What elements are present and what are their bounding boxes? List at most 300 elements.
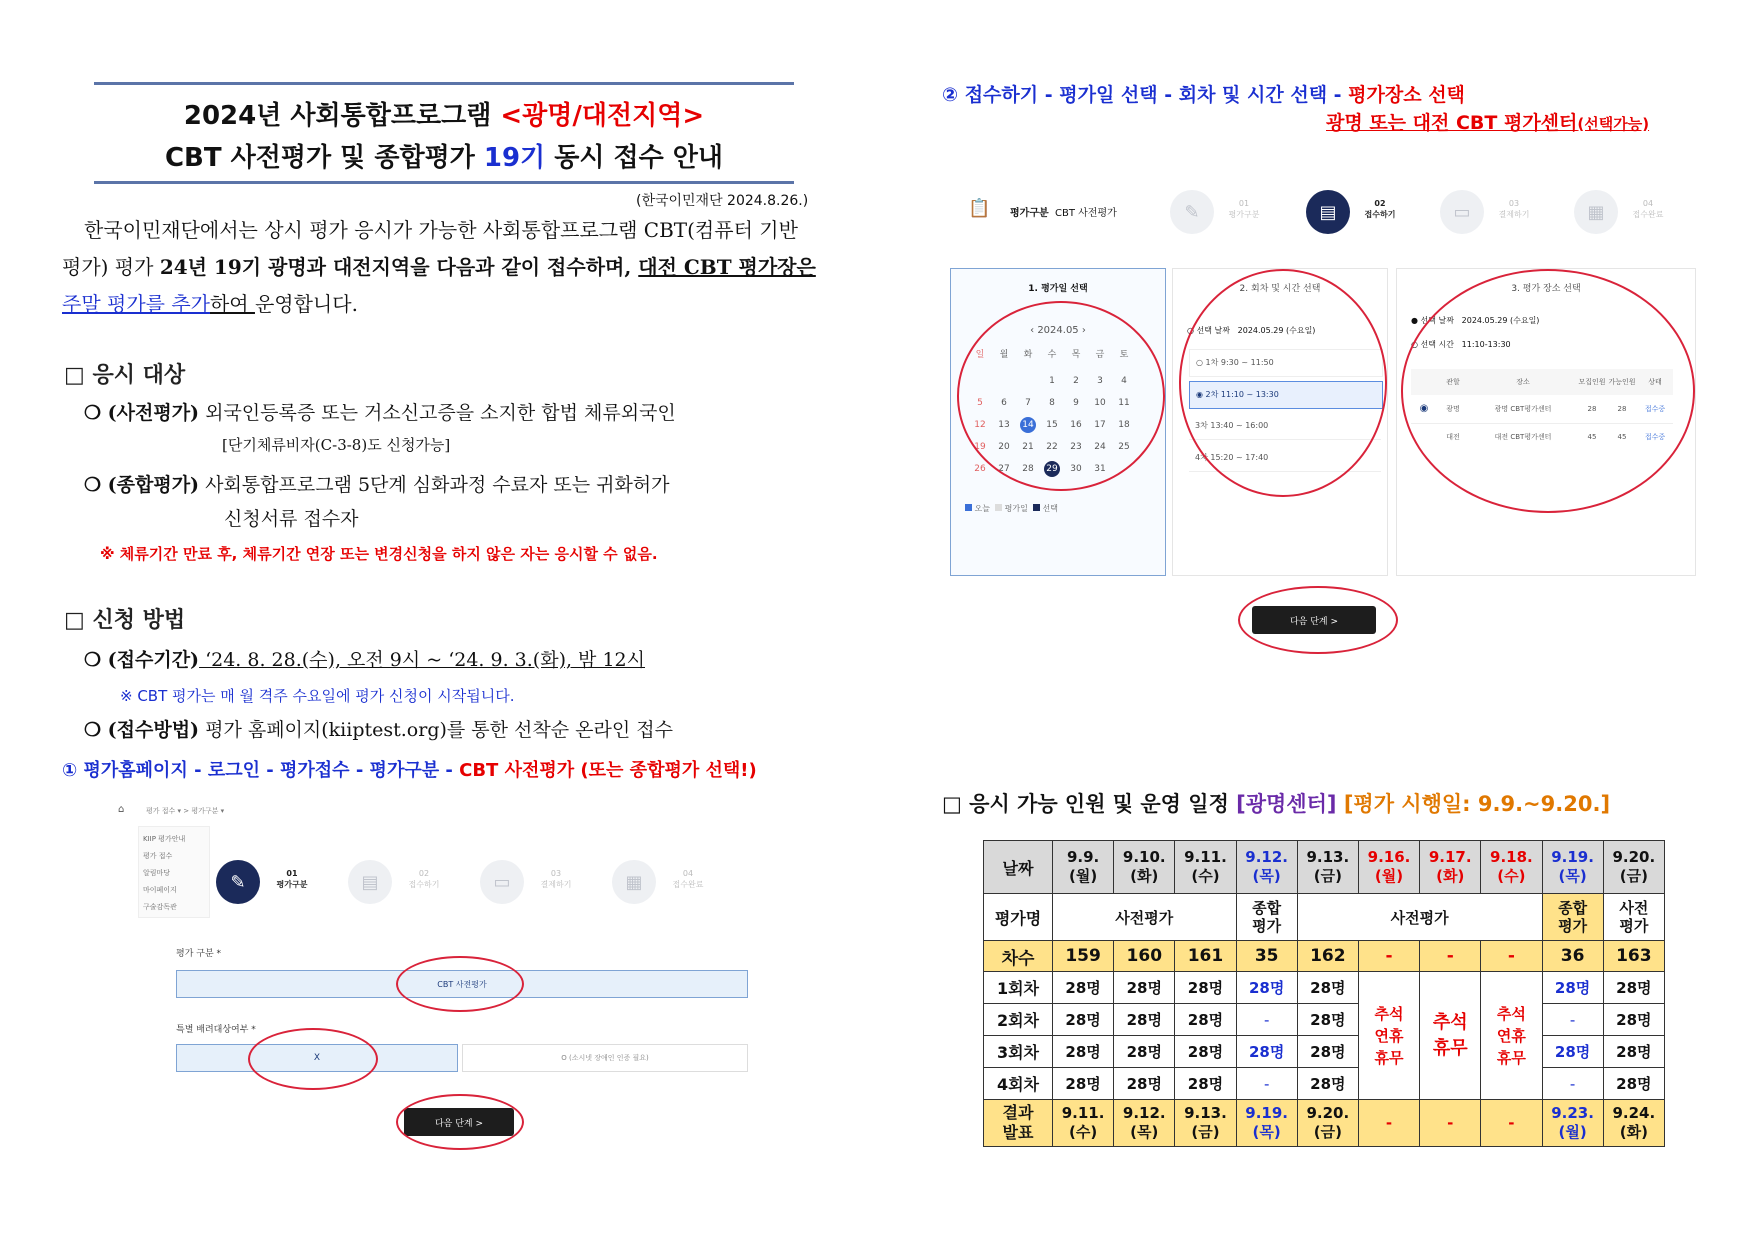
cbt-note: ※ CBT 평가는 매 월 격주 수요일에 평가 신청이 시작됩니다. bbox=[120, 687, 515, 705]
selected-date-label: 선택 날짜 bbox=[1196, 326, 1230, 335]
calendar-day[interactable]: 14 bbox=[1020, 417, 1036, 433]
date-weekday: (수) bbox=[1497, 867, 1526, 885]
schedule-table bbox=[983, 840, 1665, 1147]
eval-name-cell: 사전 평가 bbox=[1603, 894, 1664, 941]
title-box bbox=[94, 82, 794, 184]
slot-label: 1차 9:30 ~ 11:50 bbox=[1205, 358, 1274, 367]
intro-text: 운영합니다. bbox=[254, 292, 358, 316]
weekday-label: 화 bbox=[1023, 350, 1033, 360]
calendar-day[interactable]: 31 bbox=[1094, 464, 1106, 474]
capacity-cell: 28명 bbox=[1236, 972, 1297, 1004]
date-day: 9.13. bbox=[1306, 848, 1350, 866]
capacity-cell: 28명 bbox=[1114, 1004, 1175, 1036]
step2-instruction bbox=[942, 80, 1465, 107]
date-weekday: (수) bbox=[1191, 867, 1220, 885]
round-number-cell: 36 bbox=[1542, 941, 1603, 972]
highlight-circle bbox=[957, 301, 1165, 491]
slot-label: 4차 15:20 ~ 17:40 bbox=[1195, 453, 1269, 462]
title-text: CBT 사전평가 및 종합평가 bbox=[164, 143, 484, 173]
legend-swatch bbox=[965, 504, 972, 511]
result-date-cell bbox=[1481, 1100, 1542, 1147]
step-name: 평가구분 bbox=[1228, 210, 1260, 219]
place-available: 28 bbox=[1617, 404, 1627, 413]
step-name: 접수하기 bbox=[1364, 210, 1396, 219]
date-cell bbox=[1542, 841, 1603, 894]
date-weekday: (목) bbox=[1558, 867, 1587, 885]
capacity-cell: 28명 bbox=[1114, 972, 1175, 1004]
calendar-day[interactable]: 3 bbox=[1097, 376, 1103, 386]
result-weekday: (목) bbox=[1130, 1123, 1159, 1141]
capacity-cell: - bbox=[1542, 1004, 1603, 1036]
result-day: 9.12. bbox=[1122, 1104, 1166, 1122]
date-day: 9.17. bbox=[1428, 848, 1472, 866]
capacity-cell: 28명 bbox=[1297, 1036, 1358, 1068]
title-line-1 bbox=[94, 95, 794, 132]
highlight-circle bbox=[396, 956, 524, 1012]
result-weekday: (수) bbox=[1068, 1123, 1098, 1141]
step1-choice: CBT 사전평가 (또는 종합평가 선택!) bbox=[459, 760, 757, 781]
calendar-day[interactable]: 25 bbox=[1118, 442, 1130, 452]
eval-name-cell: 종합 평가 bbox=[1236, 894, 1297, 941]
holiday-cell: 추석 연휴 휴무 bbox=[1358, 972, 1419, 1100]
step-name: 접수완료 bbox=[1632, 210, 1664, 219]
slot-label: 2차 11:10 ~ 13:30 bbox=[1205, 390, 1279, 399]
weekday-label: 일 bbox=[975, 350, 985, 360]
table-row bbox=[984, 1100, 1665, 1147]
date-weekday: (화) bbox=[1436, 867, 1465, 885]
result-day: - bbox=[1385, 1113, 1393, 1132]
pencil-icon: ✎ bbox=[1170, 190, 1214, 234]
calendar-day[interactable]: 21 bbox=[1022, 442, 1034, 452]
capacity-cell: 28명 bbox=[1114, 1036, 1175, 1068]
calendar-legend bbox=[965, 503, 1058, 514]
date-cell bbox=[1236, 841, 1297, 894]
result-date-cell bbox=[1358, 1100, 1419, 1147]
bullet-text: 평가 홈페이지(kiiptest.org)를 통한 선착순 온라인 접수 bbox=[199, 719, 673, 741]
step-num: 02 bbox=[418, 869, 430, 878]
calendar-day[interactable]: 24 bbox=[1094, 442, 1106, 452]
capacity-cell: 28명 bbox=[1053, 1036, 1114, 1068]
header-value: CBT 사전평가 bbox=[1055, 208, 1117, 219]
result-day: 9.13. bbox=[1184, 1104, 1227, 1122]
calendar-day[interactable]: 28 bbox=[1022, 464, 1034, 474]
date-day: 9.19. bbox=[1551, 848, 1594, 866]
round-number-cell: - bbox=[1481, 941, 1542, 972]
round-number-cell: 35 bbox=[1236, 941, 1297, 972]
calendar-day[interactable]: 18 bbox=[1118, 420, 1130, 430]
result-date-cell bbox=[1297, 1100, 1358, 1147]
place-capacity: 45 bbox=[1587, 433, 1597, 442]
header-eval-type bbox=[1010, 204, 1117, 219]
step-num: 04 bbox=[1642, 199, 1654, 208]
highlight-circle bbox=[1179, 269, 1387, 497]
card-icon: ▭ bbox=[1440, 190, 1484, 234]
weekday-label: 금 bbox=[1095, 350, 1105, 360]
round-number-cell: - bbox=[1358, 941, 1419, 972]
clipboard-icon: 📋 bbox=[968, 198, 991, 219]
calendar-day[interactable]: 20 bbox=[998, 442, 1010, 452]
special-option-no[interactable]: X bbox=[176, 1044, 458, 1072]
step2-sub bbox=[1326, 108, 1649, 135]
date-day: 9.11. bbox=[1184, 848, 1227, 866]
date-cell bbox=[1175, 841, 1236, 894]
intro-bold-underline: 대전 CBT 평가장은 bbox=[638, 255, 816, 279]
slot-option[interactable]: ○ 1차 9:30 ~ 11:50 bbox=[1189, 349, 1383, 377]
bullet-text: 외국인등록증 또는 거소신고증을 소지한 합법 체류외국인 bbox=[199, 402, 676, 424]
legend-label: 오늘 bbox=[974, 504, 991, 513]
place-name: 대전 CBT평가센터 bbox=[1494, 433, 1552, 442]
panel-title: 1. 평가일 선택 bbox=[1028, 284, 1088, 294]
schedule-center: [광명센터] bbox=[1236, 792, 1337, 816]
mock-screenshot-step1 bbox=[110, 798, 770, 1146]
calendar-day[interactable]: 12 bbox=[974, 420, 986, 430]
capacity-cell: - bbox=[1542, 1068, 1603, 1100]
step-name: 접수하기 bbox=[408, 880, 440, 889]
legend-swatch bbox=[995, 504, 1002, 511]
step-name: 평가구분 bbox=[276, 880, 308, 889]
side-menu bbox=[138, 826, 210, 918]
row-label: 평가명 bbox=[984, 894, 1053, 941]
calendar-day[interactable]: 8 bbox=[1049, 398, 1055, 408]
table-row bbox=[984, 841, 1665, 894]
date-day: 9.12. bbox=[1245, 848, 1289, 866]
step-label-2 bbox=[1350, 198, 1410, 220]
date-day: 9.9. bbox=[1066, 848, 1100, 866]
calendar-day[interactable]: 16 bbox=[1070, 420, 1082, 430]
field-label-special: 특별 배려대상여부 * bbox=[176, 1025, 256, 1035]
capacity-cell: 28명 bbox=[1175, 1036, 1236, 1068]
capacity-cell: 28명 bbox=[1114, 1068, 1175, 1100]
place-status: 접수중 bbox=[1644, 433, 1666, 442]
calendar-day[interactable]: 1 bbox=[1049, 376, 1055, 386]
step-label-2 bbox=[394, 868, 454, 890]
th: 가능인원 bbox=[1608, 378, 1636, 386]
round-number-cell: - bbox=[1420, 941, 1481, 972]
capacity-cell: 28명 bbox=[1603, 1036, 1664, 1068]
mock-screenshot-step2 bbox=[950, 180, 1696, 660]
result-day: - bbox=[1447, 1113, 1454, 1132]
step-num: 01 bbox=[1238, 199, 1250, 208]
title-cohort: 19기 bbox=[483, 143, 546, 173]
date-day: 9.18. bbox=[1490, 848, 1533, 866]
bullet-pretest bbox=[84, 398, 676, 425]
row-label: 1회차 bbox=[984, 972, 1053, 1004]
bullet-text: ‘24. 8. 28.(수), 오전 9시 ~ ‘24. 9. 3.(화), 밤 12시 bbox=[199, 649, 645, 671]
capacity-cell: 28명 bbox=[1542, 972, 1603, 1004]
date-day: 9.16. bbox=[1367, 848, 1411, 866]
slot-option-selected[interactable]: ◉ 2차 11:10 ~ 13:30 bbox=[1189, 381, 1383, 409]
date-weekday: (금) bbox=[1313, 867, 1342, 885]
calendar-day[interactable]: 4 bbox=[1121, 376, 1127, 386]
eval-type-select[interactable]: CBT 사전평가 bbox=[176, 970, 748, 998]
step2-path: ② 접수하기 - 평가일 선택 - 회차 및 시간 선택 - bbox=[942, 84, 1349, 106]
calendar-day[interactable]: 10 bbox=[1094, 398, 1106, 408]
calendar-day[interactable]: 23 bbox=[1070, 442, 1082, 452]
home-icon[interactable]: ⌂ bbox=[118, 804, 125, 815]
intro-bold: 24년 19기 광명과 대전지역을 다음과 같이 접수하며, bbox=[159, 255, 639, 279]
result-weekday: (목) bbox=[1252, 1123, 1281, 1141]
row-label: 차수 bbox=[984, 941, 1053, 972]
header-label: 평가구분 bbox=[1010, 208, 1049, 219]
weekday-label: 토 bbox=[1119, 350, 1129, 360]
step-num: 01 bbox=[286, 869, 298, 878]
capacity-cell: 28명 bbox=[1053, 972, 1114, 1004]
date-cell bbox=[1114, 841, 1175, 894]
eval-name-cell: 사전평가 bbox=[1053, 894, 1237, 941]
round-number-cell: 163 bbox=[1603, 941, 1664, 972]
calendar-day[interactable]: 22 bbox=[1046, 442, 1058, 452]
calendar-day[interactable]: 15 bbox=[1046, 420, 1058, 430]
date-cell bbox=[1603, 841, 1664, 894]
capacity-cell: 28명 bbox=[1053, 1004, 1114, 1036]
capacity-cell: 28명 bbox=[1603, 1068, 1664, 1100]
highlight-circle bbox=[248, 1028, 378, 1090]
date-weekday: (월) bbox=[1068, 867, 1098, 885]
bullet-label: ❍ (종합평가) bbox=[84, 474, 200, 496]
date-cell bbox=[1297, 841, 1358, 894]
highlight-circle bbox=[1238, 586, 1398, 654]
form-icon: ▤ bbox=[348, 860, 392, 904]
legend-label: 평가일 bbox=[1004, 504, 1028, 513]
warning-note: ※ 체류기간 만료 후, 체류기간 연장 또는 변경신청을 하지 않은 자는 응시할 수 없음. bbox=[100, 545, 658, 563]
capacity-cell: 28명 bbox=[1297, 1004, 1358, 1036]
calendar-day[interactable]: 2 bbox=[1073, 376, 1079, 386]
date-day: 9.20. bbox=[1612, 848, 1656, 866]
intro-text: 한국이민재단에서는 상시 평가 응시가 가능한 사회통합프로그램 CBT(컴퓨터 기반 평가) 평가 bbox=[62, 218, 798, 279]
date-weekday: (목) bbox=[1252, 867, 1281, 885]
result-day: 9.19. bbox=[1245, 1104, 1289, 1122]
side-menu-items bbox=[139, 827, 209, 916]
slot-label: 3차 13:40 ~ 16:00 bbox=[1195, 421, 1269, 430]
weekday-label: 수 bbox=[1047, 350, 1057, 360]
bullet-pretest-sub: [단기체류비자(C-3-8)도 신청가능] bbox=[222, 436, 451, 454]
place-panel bbox=[1396, 268, 1696, 576]
side-menu-item[interactable]: 평가 접수 bbox=[143, 852, 173, 860]
title-text: 2024년 사회통합프로그램 bbox=[183, 101, 501, 131]
selected-time-value: 11:10-13:30 bbox=[1461, 340, 1511, 349]
month-nav[interactable]: ‹ 2024.05 › bbox=[1030, 325, 1086, 336]
step-label-1 bbox=[1214, 198, 1274, 220]
capacity-cell: 28명 bbox=[1603, 972, 1664, 1004]
selected-date: ○ 선택 날짜 2024.05.29 (수요일) bbox=[1187, 326, 1316, 335]
selected-time-label: 선택 시간 bbox=[1420, 340, 1454, 349]
time-panel bbox=[1172, 268, 1388, 576]
next-step-button[interactable]: 다음 단계 > bbox=[1252, 606, 1376, 634]
calendar-day[interactable]: 29 bbox=[1044, 461, 1060, 477]
step-name: 결제하기 bbox=[540, 880, 572, 889]
capacity-cell: 28명 bbox=[1603, 1004, 1664, 1036]
holiday-cell: 추석 연휴 휴무 bbox=[1481, 972, 1542, 1100]
result-day: 9.11. bbox=[1061, 1104, 1105, 1122]
result-date-cell bbox=[1053, 1100, 1114, 1147]
table-row bbox=[984, 941, 1665, 972]
bullet-comprehensive bbox=[84, 470, 670, 497]
step2-optional: (선택가능) bbox=[1577, 115, 1650, 133]
section-heading-eligibility: □ 응시 대상 bbox=[64, 363, 186, 388]
step-name: 접수완료 bbox=[672, 880, 704, 889]
capacity-cell: 28명 bbox=[1175, 972, 1236, 1004]
card-icon: ▭ bbox=[480, 860, 524, 904]
step-num: 03 bbox=[1508, 199, 1520, 208]
weekday-label: 목 bbox=[1071, 350, 1081, 360]
row-label: 2회차 bbox=[984, 1004, 1053, 1036]
calendar-day[interactable]: 30 bbox=[1070, 464, 1082, 474]
schedule-heading-text: □ 응시 가능 인원 및 운영 일정 bbox=[942, 792, 1237, 816]
capacity-cell: 28명 bbox=[1175, 1068, 1236, 1100]
step2-center: 광명 또는 대전 CBT 평가센터 bbox=[1326, 112, 1578, 134]
intro-paragraph bbox=[62, 212, 817, 323]
step-num: 03 bbox=[550, 869, 562, 878]
step-label-3 bbox=[1484, 198, 1544, 220]
calendar-day[interactable]: 7 bbox=[1025, 398, 1031, 408]
title-text: 동시 접수 안내 bbox=[545, 143, 724, 173]
selected-date-value: 2024.05.29 (수요일) bbox=[1461, 316, 1540, 325]
place-region: 대전 bbox=[1446, 433, 1460, 442]
holiday-cell: 추석 휴무 bbox=[1420, 972, 1481, 1100]
th: 모집인원 bbox=[1578, 378, 1606, 386]
date-weekday: (금) bbox=[1619, 867, 1648, 885]
date-weekday: (화) bbox=[1130, 867, 1159, 885]
place-name: 광명 CBT평가센터 bbox=[1494, 404, 1552, 413]
capacity-cell: 28명 bbox=[1053, 1068, 1114, 1100]
intro-highlight: 주말 평가를 추가 bbox=[62, 292, 210, 316]
result-date-cell bbox=[1236, 1100, 1297, 1147]
step-label-3 bbox=[526, 868, 586, 890]
date-weekday: (월) bbox=[1374, 867, 1404, 885]
step-name: 결제하기 bbox=[1498, 210, 1530, 219]
result-weekday: (화) bbox=[1619, 1123, 1648, 1141]
table-row bbox=[984, 1068, 1665, 1100]
selected-date: ● 선택 날짜 2024.05.29 (수요일) bbox=[1411, 316, 1540, 325]
side-menu-item[interactable]: KIIP 평가안내 bbox=[143, 835, 186, 843]
table-row bbox=[984, 894, 1665, 941]
panel-title: 2. 회차 및 시간 선택 bbox=[1239, 284, 1321, 294]
result-day: 9.20. bbox=[1306, 1104, 1350, 1122]
step-label-4 bbox=[658, 868, 718, 890]
field-label-type: 평가 구분 * bbox=[176, 949, 221, 959]
capacity-cell: - bbox=[1236, 1004, 1297, 1036]
highlight-circle bbox=[396, 1094, 524, 1150]
date-cell bbox=[1481, 841, 1542, 894]
capacity-cell: - bbox=[1236, 1068, 1297, 1100]
result-date-cell bbox=[1175, 1100, 1236, 1147]
radio-selected-icon[interactable]: ◉ bbox=[1419, 403, 1429, 415]
result-date-cell bbox=[1542, 1100, 1603, 1147]
result-weekday: (금) bbox=[1191, 1123, 1220, 1141]
step-label-1 bbox=[262, 868, 322, 890]
round-number-cell: 159 bbox=[1053, 941, 1114, 972]
step1-instruction bbox=[62, 756, 757, 782]
bullet-method bbox=[84, 715, 673, 742]
date-cell bbox=[1053, 841, 1114, 894]
intro-text: 하여 bbox=[209, 292, 255, 316]
bullet-period bbox=[84, 645, 645, 672]
result-day: 9.23. bbox=[1551, 1104, 1594, 1122]
step-num: 02 bbox=[1374, 199, 1386, 208]
capacity-cell: 28명 bbox=[1236, 1036, 1297, 1068]
result-weekday: (금) bbox=[1313, 1123, 1342, 1141]
bullet-label: ❍ (접수방법) bbox=[84, 719, 200, 741]
weekday-label: 월 bbox=[999, 350, 1009, 360]
step1-path: ① 평가홈페이지 - 로그인 - 평가접수 - 평가구분 - bbox=[62, 760, 460, 781]
capacity-cell: 28명 bbox=[1542, 1036, 1603, 1068]
calendar-day[interactable]: 17 bbox=[1094, 420, 1106, 430]
row-label: 3회차 bbox=[984, 1036, 1053, 1068]
round-number-cell: 160 bbox=[1114, 941, 1175, 972]
result-date-cell bbox=[1603, 1100, 1664, 1147]
bullet-text: 사회통합프로그램 5단계 심화과정 수료자 또는 귀화허가 bbox=[199, 474, 670, 496]
legend-swatch bbox=[1033, 504, 1040, 511]
date-cell bbox=[1358, 841, 1419, 894]
th: 관할 bbox=[1446, 378, 1460, 386]
th: 상태 bbox=[1648, 378, 1662, 386]
side-menu-item[interactable]: 알림마당 bbox=[143, 869, 171, 877]
bullet-comprehensive-sub: 신청서류 접수자 bbox=[224, 508, 359, 530]
capacity-cell: 28명 bbox=[1175, 1004, 1236, 1036]
calendar-day[interactable]: 5 bbox=[977, 398, 983, 408]
table-row bbox=[984, 1036, 1665, 1068]
highlight-circle bbox=[1401, 269, 1695, 513]
step-num: 04 bbox=[682, 869, 694, 878]
selected-date-label: 선택 날짜 bbox=[1420, 316, 1454, 325]
table-row bbox=[984, 1004, 1665, 1036]
row-label: 결과 발표 bbox=[984, 1100, 1053, 1147]
round-number-cell: 161 bbox=[1175, 941, 1236, 972]
calendar-day[interactable]: 26 bbox=[974, 464, 986, 474]
result-weekday: (월) bbox=[1558, 1123, 1587, 1141]
special-option-yes[interactable]: O (소시넷 장애인 인증 필요) bbox=[462, 1044, 748, 1072]
calendar-day[interactable]: 11 bbox=[1118, 398, 1130, 408]
title-line-2 bbox=[94, 137, 794, 174]
bullet-label: ❍ (접수기간) bbox=[84, 649, 200, 671]
date-day: 9.10. bbox=[1122, 848, 1166, 866]
result-date-cell bbox=[1114, 1100, 1175, 1147]
eval-name-cell: 사전평가 bbox=[1297, 894, 1542, 941]
calendar-day[interactable]: 27 bbox=[998, 464, 1010, 474]
document-icon: ▦ bbox=[612, 860, 656, 904]
step2-choice: 평가장소 선택 bbox=[1348, 84, 1465, 106]
place-region: 광명 bbox=[1446, 404, 1460, 413]
row-label: 4회차 bbox=[984, 1068, 1053, 1100]
calendar-day[interactable]: 13 bbox=[998, 420, 1010, 430]
capacity-cell: 28명 bbox=[1297, 1068, 1358, 1100]
pencil-icon: ✎ bbox=[216, 860, 260, 904]
form-icon: ▤ bbox=[1306, 190, 1350, 234]
result-day: - bbox=[1508, 1113, 1515, 1132]
selected-date-value: 2024.05.29 (수요일) bbox=[1237, 326, 1316, 335]
date-note: (한국이민재단 2024.8.26.) bbox=[636, 193, 809, 209]
bullet-label: ❍ (사전평가) bbox=[84, 402, 200, 424]
side-menu-item[interactable]: 마이페이지 bbox=[143, 886, 177, 894]
selected-time: ○ 선택 시간 11:10-13:30 bbox=[1411, 340, 1511, 349]
calendar-day[interactable]: 9 bbox=[1073, 398, 1079, 408]
section-heading-apply: □ 신청 방법 bbox=[64, 608, 186, 633]
side-menu-item[interactable]: 구술감독관 bbox=[143, 903, 177, 911]
date-cell bbox=[1420, 841, 1481, 894]
calendar-day[interactable]: 6 bbox=[1001, 398, 1007, 408]
capacity-cell: 28명 bbox=[1297, 972, 1358, 1004]
place-available: 45 bbox=[1617, 433, 1627, 442]
result-day: 9.24. bbox=[1612, 1104, 1656, 1122]
result-date-cell bbox=[1420, 1100, 1481, 1147]
calendar-day[interactable]: 19 bbox=[974, 442, 986, 452]
schedule-heading bbox=[942, 788, 1610, 818]
breadcrumb[interactable]: 평가 접수 ▾ > 평가구분 ▾ bbox=[146, 807, 225, 815]
place-status: 접수중 bbox=[1644, 404, 1666, 413]
table-row bbox=[984, 972, 1665, 1004]
next-step-button[interactable]: 다음 단계 > bbox=[404, 1108, 514, 1136]
panel-title: 3. 평가 장소 선택 bbox=[1511, 284, 1581, 294]
